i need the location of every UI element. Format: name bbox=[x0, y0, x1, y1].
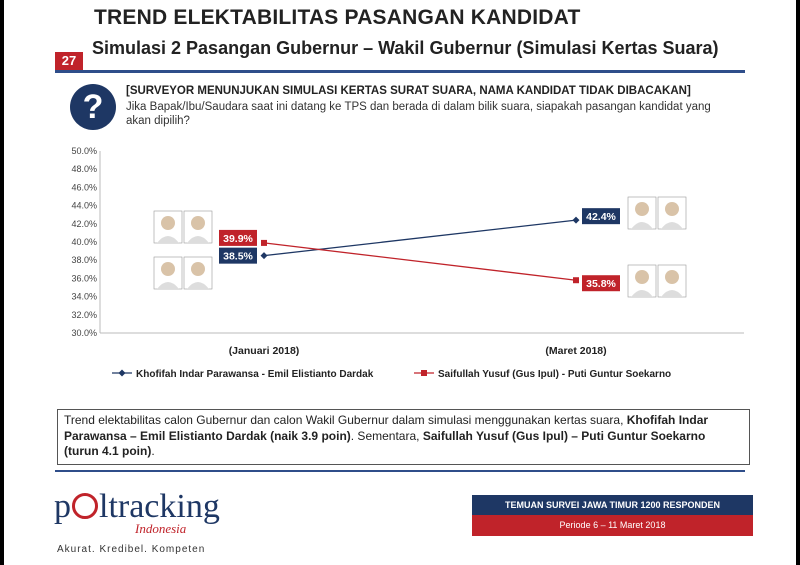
y-tick-label: 30.0% bbox=[71, 328, 97, 338]
y-tick-label: 34.0% bbox=[71, 291, 97, 302]
survey-banner: TEMUAN SURVEI JAWA TIMUR 1200 RESPONDEN bbox=[472, 495, 753, 515]
note-text-3: . bbox=[151, 444, 155, 458]
legend-marker bbox=[119, 370, 126, 377]
page-subtitle: Simulasi 2 Pasangan Gubernur – Wakil Gubernur (Simulasi Kertas Suara) bbox=[92, 38, 719, 58]
candidate-photo-icon bbox=[154, 257, 182, 289]
series-line bbox=[264, 220, 576, 255]
y-tick-label: 44.0% bbox=[71, 200, 97, 211]
candidate-photo-icon bbox=[154, 211, 182, 243]
legend-marker bbox=[421, 370, 427, 376]
y-tick-label: 38.0% bbox=[71, 255, 97, 266]
data-label: 38.5% bbox=[223, 250, 253, 263]
candidate-photo-icon bbox=[628, 265, 656, 297]
summary-note bbox=[57, 409, 750, 465]
note-text-1: Trend elektabilitas calon Gubernur dan calon Wakil Gubernur dalam simulasi menggunakan kertas suara, bbox=[64, 413, 627, 427]
data-point bbox=[573, 217, 580, 224]
data-label: 39.9% bbox=[223, 232, 253, 245]
period-banner: Periode 6 – 11 Maret 2018 bbox=[472, 515, 753, 536]
legend-label: Saifullah Yusuf (Gus Ipul) - Puti Guntur Soekarno bbox=[438, 369, 672, 380]
y-tick-label: 42.0% bbox=[71, 218, 97, 229]
y-tick-label: 50.0% bbox=[71, 146, 97, 156]
footer-divider bbox=[55, 470, 745, 472]
data-point bbox=[573, 277, 579, 283]
series-line bbox=[264, 243, 576, 280]
y-tick-label: 48.0% bbox=[71, 164, 97, 175]
legend-label: Khofifah Indar Parawansa - Emil Elistianto Dardak bbox=[136, 369, 374, 380]
logo-text-pre: p bbox=[54, 488, 71, 525]
question-heading: [SURVEYOR MENUNJUKAN SIMULASI KERTAS SURAT SUARA, NAMA KANDIDAT TIDAK DIBACAKAN] bbox=[126, 85, 691, 97]
logo-subtitle: Indonesia bbox=[135, 521, 187, 536]
tagline: Akurat. Kredibel. Kompeten bbox=[57, 544, 206, 555]
data-point bbox=[261, 240, 267, 246]
candidate-photo-icon bbox=[658, 197, 686, 229]
candidate-photo-icon bbox=[628, 197, 656, 229]
note-bold-2: Saifullah Yusuf (Gus Ipul) – Puti Guntur Soekarno (turun 4.1 poin) bbox=[64, 428, 706, 458]
y-tick-label: 46.0% bbox=[71, 182, 97, 193]
question-text: Jika Bapak/Ibu/Saudara saat ini datang ke TPS dan berada di dalam bilik suara, siapakah pasangan kandidat yang akan dipilih? bbox=[126, 101, 711, 127]
note-text-2: . Sementara, bbox=[350, 428, 423, 443]
y-tick-label: 32.0% bbox=[71, 309, 97, 320]
logo-o-icon bbox=[72, 493, 98, 519]
data-label: 35.8% bbox=[586, 278, 616, 291]
data-point bbox=[261, 252, 268, 259]
candidate-photo-icon bbox=[658, 265, 686, 297]
y-tick-label: 40.0% bbox=[71, 237, 97, 247]
page-number-badge: 27 bbox=[55, 52, 83, 70]
note-bold-1: Khofifah Indar Parawansa – Emil Elistianto Dardak (naik 3.9 poin) bbox=[64, 413, 709, 443]
y-tick-label: 36.0% bbox=[71, 273, 97, 284]
candidate-photo-icon bbox=[184, 257, 212, 289]
data-label: 42.4% bbox=[586, 211, 616, 224]
slide bbox=[4, 0, 796, 565]
logo-text-post: ltracking bbox=[99, 488, 220, 525]
page-title: TREND ELEKTABILITAS PASANGAN KANDIDAT bbox=[94, 6, 581, 29]
x-tick-label: (Maret 2018) bbox=[545, 345, 607, 357]
question-icon: ? bbox=[70, 84, 116, 130]
candidate-photo-icon bbox=[184, 211, 212, 243]
line-chart bbox=[4, 0, 796, 400]
x-tick-label: (Januari 2018) bbox=[228, 345, 300, 357]
